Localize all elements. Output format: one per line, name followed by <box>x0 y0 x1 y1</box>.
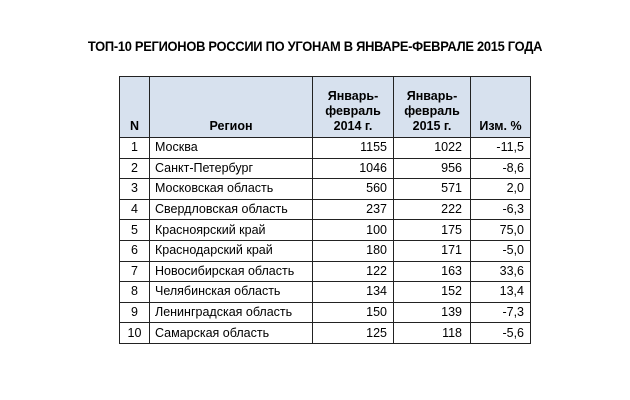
regions-table <box>119 76 531 344</box>
column-header-2015 <box>394 77 471 138</box>
cell-2014: 125 <box>313 323 394 344</box>
cell-region: Ленинградская область <box>150 302 313 323</box>
header-2014-line-3: 2014 г. <box>333 119 373 133</box>
cell-region: Свердловская область <box>150 199 313 220</box>
table-row <box>120 240 531 261</box>
cell-region: Красноярский край <box>150 220 313 241</box>
cell-change: 33,6 <box>471 261 531 282</box>
cell-change: -8,6 <box>471 158 531 179</box>
cell-2015: 139 <box>394 302 471 323</box>
cell-n: 3 <box>120 179 150 200</box>
cell-region: Москва <box>150 138 313 159</box>
cell-region: Новосибирская область <box>150 261 313 282</box>
table-row <box>120 138 531 159</box>
cell-2014: 560 <box>313 179 394 200</box>
header-2014-line-1: Январь- <box>327 89 379 103</box>
column-header-region: Регион <box>150 77 313 138</box>
cell-n: 1 <box>120 138 150 159</box>
header-row <box>120 77 531 138</box>
cell-change: -7,3 <box>471 302 531 323</box>
page-title: ТОП-10 РЕГИОНОВ РОССИИ ПО УГОНАМ В ЯНВАРЕ-ФЕВРАЛЕ 2015 ГОДА <box>87 38 543 54</box>
cell-n: 5 <box>120 220 150 241</box>
cell-2015: 152 <box>394 282 471 303</box>
cell-n: 4 <box>120 199 150 220</box>
cell-2014: 150 <box>313 302 394 323</box>
cell-2015: 1022 <box>394 138 471 159</box>
cell-2014: 122 <box>313 261 394 282</box>
cell-change: -6,3 <box>471 199 531 220</box>
table-header <box>120 77 531 138</box>
cell-2015: 956 <box>394 158 471 179</box>
table-row <box>120 158 531 179</box>
column-header-2014 <box>313 77 394 138</box>
header-2014-line-2: февраль <box>325 104 381 118</box>
cell-change: -11,5 <box>471 138 531 159</box>
cell-2015: 222 <box>394 199 471 220</box>
cell-2014: 1046 <box>313 158 394 179</box>
cell-n: 8 <box>120 282 150 303</box>
column-header-n: N <box>120 77 150 138</box>
header-2015-line-1: Январь- <box>406 89 458 103</box>
cell-region: Санкт-Петербург <box>150 158 313 179</box>
cell-2014: 100 <box>313 220 394 241</box>
cell-2014: 134 <box>313 282 394 303</box>
cell-change: -5,0 <box>471 240 531 261</box>
cell-2014: 1155 <box>313 138 394 159</box>
cell-2014: 180 <box>313 240 394 261</box>
table-row <box>120 220 531 241</box>
cell-region: Московская область <box>150 179 313 200</box>
header-2015-line-3: 2015 г. <box>412 119 452 133</box>
table-row <box>120 261 531 282</box>
table-row <box>120 302 531 323</box>
cell-2015: 175 <box>394 220 471 241</box>
cell-2015: 163 <box>394 261 471 282</box>
cell-n: 9 <box>120 302 150 323</box>
cell-change: 2,0 <box>471 179 531 200</box>
table-row <box>120 199 531 220</box>
cell-region: Челябинская область <box>150 282 313 303</box>
table-row <box>120 323 531 344</box>
cell-n: 2 <box>120 158 150 179</box>
table-row <box>120 179 531 200</box>
column-header-change: Изм. % <box>471 77 531 138</box>
cell-change: 75,0 <box>471 220 531 241</box>
cell-n: 7 <box>120 261 150 282</box>
cell-change: 13,4 <box>471 282 531 303</box>
cell-2015: 118 <box>394 323 471 344</box>
table-body <box>120 138 531 344</box>
table-row <box>120 282 531 303</box>
cell-2015: 171 <box>394 240 471 261</box>
cell-n: 10 <box>120 323 150 344</box>
header-2015-line-2: февраль <box>404 104 460 118</box>
cell-2015: 571 <box>394 179 471 200</box>
cell-region: Самарская область <box>150 323 313 344</box>
cell-change: -5,6 <box>471 323 531 344</box>
cell-region: Краснодарский край <box>150 240 313 261</box>
cell-n: 6 <box>120 240 150 261</box>
cell-2014: 237 <box>313 199 394 220</box>
